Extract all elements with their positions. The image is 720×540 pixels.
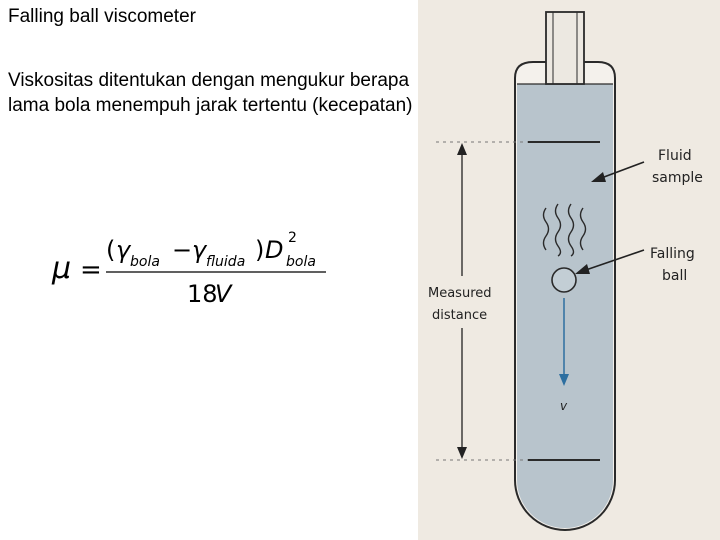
formula-gamma-fluida: γ	[192, 236, 207, 264]
formula-open-paren: (	[106, 236, 116, 264]
formula-gamma-bola: γ	[116, 236, 131, 264]
formula-sub-d-bola: bola	[286, 254, 316, 270]
formula-equals: =	[80, 255, 102, 285]
formula-sub-bola: bola	[130, 254, 160, 270]
formula-denominator-var: V	[215, 280, 232, 308]
formula-d: D	[265, 236, 284, 264]
formula-denominator-coeff: 18	[187, 280, 218, 308]
slide-title: Falling ball viscometer	[8, 6, 196, 27]
fluid-sample	[517, 84, 613, 528]
viscosity-formula	[50, 222, 350, 312]
formula-close-paren: )	[255, 236, 265, 264]
filler-tube	[546, 12, 584, 84]
formula-minus: −	[172, 236, 193, 264]
velocity-label: v	[560, 399, 568, 413]
formula-mu: μ	[52, 251, 72, 286]
measured-distance-label-2: distance	[432, 308, 488, 323]
falling-ball-label-2: ball	[662, 268, 688, 284]
falling-ball-label-1: Falling	[650, 246, 695, 262]
falling-ball	[552, 268, 576, 292]
fluid-sample-label-2: sample	[652, 170, 703, 186]
formula-exponent: 2	[288, 230, 297, 246]
formula-sub-fluida: fluida	[206, 254, 246, 270]
slide-description: Viskositas ditentukan dengan mengukur berapa lama bola menempuh jarak tertentu (kecepatan)	[8, 70, 413, 116]
viscometer-figure	[418, 0, 720, 540]
fluid-sample-label-1: Fluid	[658, 148, 692, 164]
measured-distance-label-1: Measured	[428, 286, 492, 301]
